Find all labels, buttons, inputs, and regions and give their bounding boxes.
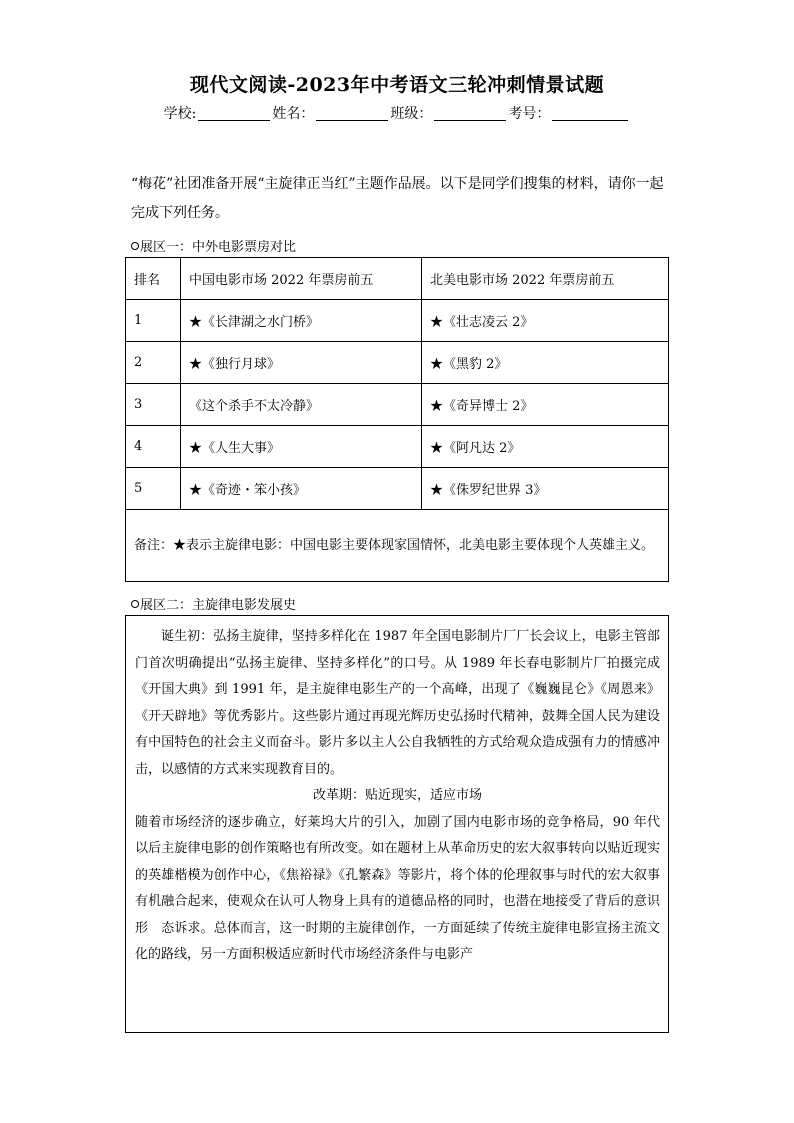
rank-cell: 4 xyxy=(126,426,181,468)
rank-cell: 5 xyxy=(126,468,181,510)
school-label: 学校: xyxy=(163,106,197,122)
section2-heading xyxy=(131,594,296,613)
intro-paragraph: “梅花”社团准备开展“主旋律正当红”主题作品展。以下是同学们搜集的材料，请你一起完成下列任务。 xyxy=(131,176,664,221)
page-title: 现代文阅读-2023年中考语文三轮冲刺情景试题 xyxy=(189,74,605,96)
table-row xyxy=(126,384,669,426)
name-blank[interactable] xyxy=(316,106,388,121)
china-film-cell: ★《人生大事》 xyxy=(181,426,422,468)
history-subheading: 改革期：贴近现实，适应市场 xyxy=(312,788,482,803)
na-film-cell: ★《壮志凌云 2》 xyxy=(422,300,669,342)
table-row xyxy=(126,300,669,342)
na-film-cell: ★《奇异博士 2》 xyxy=(422,384,669,426)
na-film-cell: ★《侏罗纪世界 3》 xyxy=(422,468,669,510)
header-china: 中国电影市场 2022 年票房前五 xyxy=(181,258,422,300)
table-header-row xyxy=(126,258,669,300)
table-row xyxy=(126,426,669,468)
china-film-cell: ★《独行月球》 xyxy=(181,342,422,384)
china-film-cell: ★《长津湖之水门桥》 xyxy=(181,300,422,342)
class-label: 班级： xyxy=(390,106,433,122)
china-film-cell: 《这个杀手不太冷静》 xyxy=(181,384,422,426)
history-paragraph-2: 随着市场经济的逐步确立，好莱坞大片的引入，加剧了国内电影市场的竞争格局，90 年代以后主旋律电影的创作策略也有所改变。如在题材上从革命历史的宏大叙事转向以贴近现实 的英雄楷模为创作中心，《焦裕禄》《孔繁森》等影片，将个体的伦理叙事与时代的宏大叙事 有机融合起来，使观众在认可人物身上具有的道德品格的同时，也潜在地接受了背后的意识形 态诉求。总体而言，这一时期的主旋律创作，一方面延续了传统主旋律电影宣扬主流文化的路线，另一方面积极适应新时代市场经济条件与电影产 xyxy=(135,814,674,962)
history-box xyxy=(125,615,674,1033)
rank-cell: 2 xyxy=(126,342,181,384)
exam-no-blank[interactable] xyxy=(552,106,628,121)
student-info-line xyxy=(0,103,794,123)
school-blank[interactable] xyxy=(198,106,270,121)
na-film-cell: ★《黑豹 2》 xyxy=(422,342,669,384)
exam-no-label: 考号： xyxy=(508,106,551,122)
circle-bullet-icon xyxy=(131,242,139,250)
circle-bullet-icon xyxy=(131,600,139,608)
name-label: 姓名： xyxy=(272,106,315,122)
box-office-table xyxy=(125,257,669,582)
table-row xyxy=(126,342,669,384)
rank-cell: 1 xyxy=(126,300,181,342)
class-blank[interactable] xyxy=(434,106,506,121)
na-film-cell: ★《阿凡达 2》 xyxy=(422,426,669,468)
table-note: 备注：★表示主旋律电影：中国电影主要体现家国情怀，北美电影主要体现个人英雄主义。 xyxy=(126,510,669,582)
section1-heading xyxy=(131,236,296,255)
section2-label: 展区二：主旋律电影发展史 xyxy=(140,598,297,613)
header-na: 北美电影市场 2022 年票房前五 xyxy=(422,258,669,300)
history-paragraph-1: 诞生初：弘扬主旋律，坚持多样化在 1987 年全国电影制片厂厂长会议上，电影主管部门首次明确提出“弘扬主旋律、坚持多样化”的口号。从 1989 年长春电影制片厂拍摄完成《开国大典》到 1991 年，是主旋律电影生产的一个高峰，出现了《巍巍昆仑》《周恩来》《开天辟地》等优秀影片。这些影片通过再现光辉历史弘扬时代精神，鼓舞全国人民为建设有中国特色的社会主义而奋斗。影片多以主人公自我牺牲的方式给观众造成强有力的情感冲击，以感情的方式来实现教育目的。 xyxy=(135,629,660,777)
header-rank: 排名 xyxy=(126,258,181,300)
section1-label: 展区一：中外电影票房对比 xyxy=(140,240,297,255)
table-note-row xyxy=(126,510,669,582)
china-film-cell: ★《奇迹・笨小孩》 xyxy=(181,468,422,510)
table-row xyxy=(126,468,669,510)
rank-cell: 3 xyxy=(126,384,181,426)
